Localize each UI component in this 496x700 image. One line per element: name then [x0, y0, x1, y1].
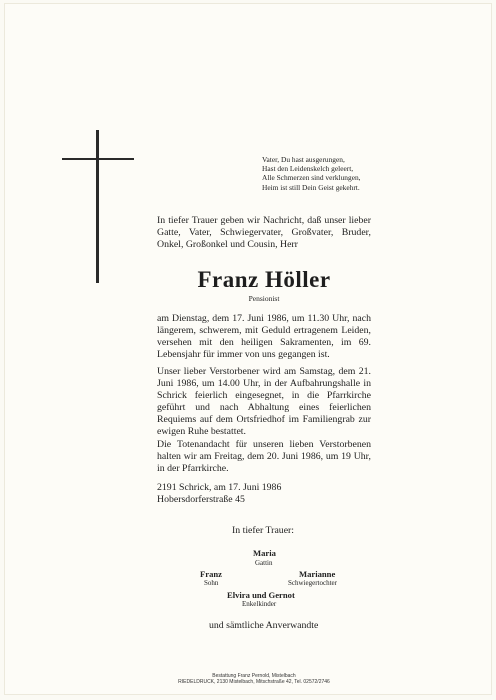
verse-line: Heim ist still Dein Geist gekehrt.	[262, 182, 360, 192]
obituary-card	[4, 3, 492, 695]
mourner-grandchildren-name: Elvira und Gernot	[227, 590, 295, 600]
verse-line: Hast den Leidenskelch geleert,	[262, 164, 354, 174]
mourner-daughter-in-law-name: Marianne	[299, 569, 336, 579]
funeral-home-line: Bestattung Franz Pernold, Mistelbach	[212, 673, 296, 679]
death-details-paragraph: am Dienstag, dem 17. Juni 1986, um 11.30 Uhr, nach längerem, schwerem, mit Geduld ertragenem Leiden, versehen mit den heiligen Sakramenten, im 69. Lebensjahr für immer von uns gegangen ist.	[157, 313, 371, 360]
mourners-closing: und sämtliche Anverwandte	[209, 620, 319, 631]
mourner-son-role: Sohn	[204, 579, 219, 587]
mourners-heading: In tiefer Trauer:	[232, 525, 295, 536]
deceased-occupation: Pensionist	[248, 294, 280, 303]
mourner-grandchildren-role: Enkelkinder	[242, 600, 277, 608]
place-date	[157, 482, 281, 506]
address-line: Hobersdorferstraße 45	[157, 494, 245, 505]
vigil-details-paragraph: Die Totenandacht für unseren lieben Verstorbenen halten wir am Freitag, dem 20. Juni 1986, um 19 Uhr, in der Pfarrkirche.	[157, 439, 371, 474]
funeral-details-paragraph: Unser lieber Verstorbener wird am Samstag, dem 21. Juni 1986, um 14.00 Uhr, in der Aufbahrungshalle in Schrick feierlich eingesegnet, in die Pfarrkirche geführt und nach Abhaltung eines feierlichen Requiems auf dem Ortsfriedhof im Familiengrab zur ewigen Ruhe bestattet.	[157, 366, 371, 437]
verse-line: Vater, Du hast ausgerungen,	[262, 155, 345, 164]
verse-line: Alle Schmerzen sind verklungen,	[262, 173, 361, 183]
mourner-wife-name: Maria	[253, 548, 276, 558]
deceased-name: Franz Höller	[197, 267, 331, 292]
printer-line: RIEDELDRUCK, 2130 Mistelbach, Mitschstraße 42, Tel. 02572/2746	[178, 679, 330, 686]
mourner-daughter-in-law-role: Schwiegertochter	[288, 579, 337, 587]
mourner-wife-role: Gattin	[255, 559, 273, 567]
announcement-intro: In tiefer Trauer geben wir Nachricht, daß unser lieber Gatte, Vater, Schwiegervater, Großvater, Bruder, Onkel, Großonkel und Cousin, Herr	[157, 215, 371, 250]
mourner-son-name: Franz	[200, 569, 222, 579]
printer-footer	[154, 673, 354, 686]
place-date-line: 2191 Schrick, am 17. Juni 1986	[157, 482, 282, 493]
memorial-verse	[262, 155, 361, 192]
cross-icon-beam	[62, 158, 134, 160]
cross-icon	[96, 130, 99, 283]
